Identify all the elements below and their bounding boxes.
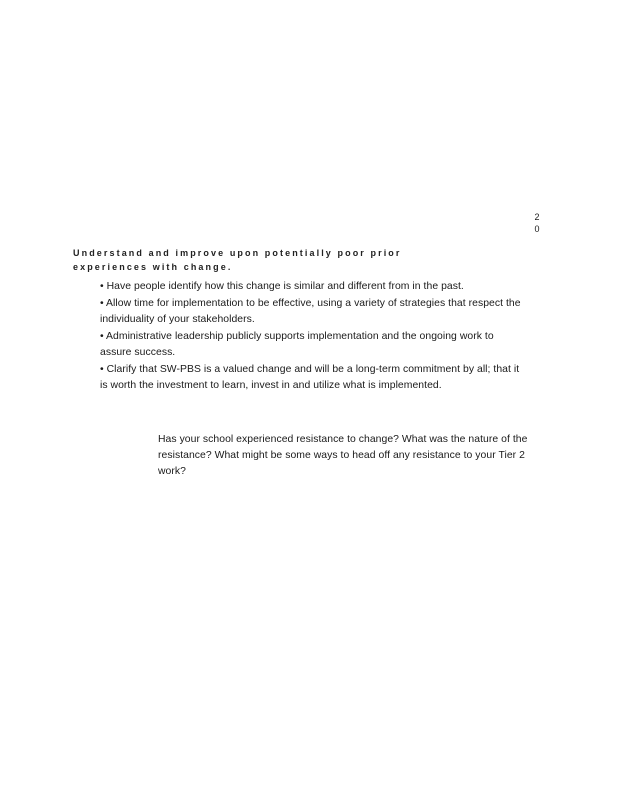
bullet-list <box>100 279 525 395</box>
bullet-item: • Administrative leadership publicly supports implementation and the ongoing work to assure success. <box>100 331 494 358</box>
bullet-item: • Have people identify how this change is similar and different from in the past. <box>100 281 464 292</box>
page-number: 20 <box>534 212 540 234</box>
bullet-item: • Clarify that SW-PBS is a valued change and will be a long-term commitment by all; that it is worth the investment to learn, invest in and utilize what is implemented. <box>100 364 520 391</box>
discussion-question: Has your school experienced resistance to change? What was the nature of the resistance? What might be some ways to head off any resistance to your Tier 2 work? <box>158 434 528 477</box>
section-heading: Understand and improve upon potentially poor prior experiences with change. <box>73 248 402 272</box>
bullet-item: • Allow time for implementation to be effective, using a variety of strategies that respect the individuality of your stakeholders. <box>100 298 521 325</box>
